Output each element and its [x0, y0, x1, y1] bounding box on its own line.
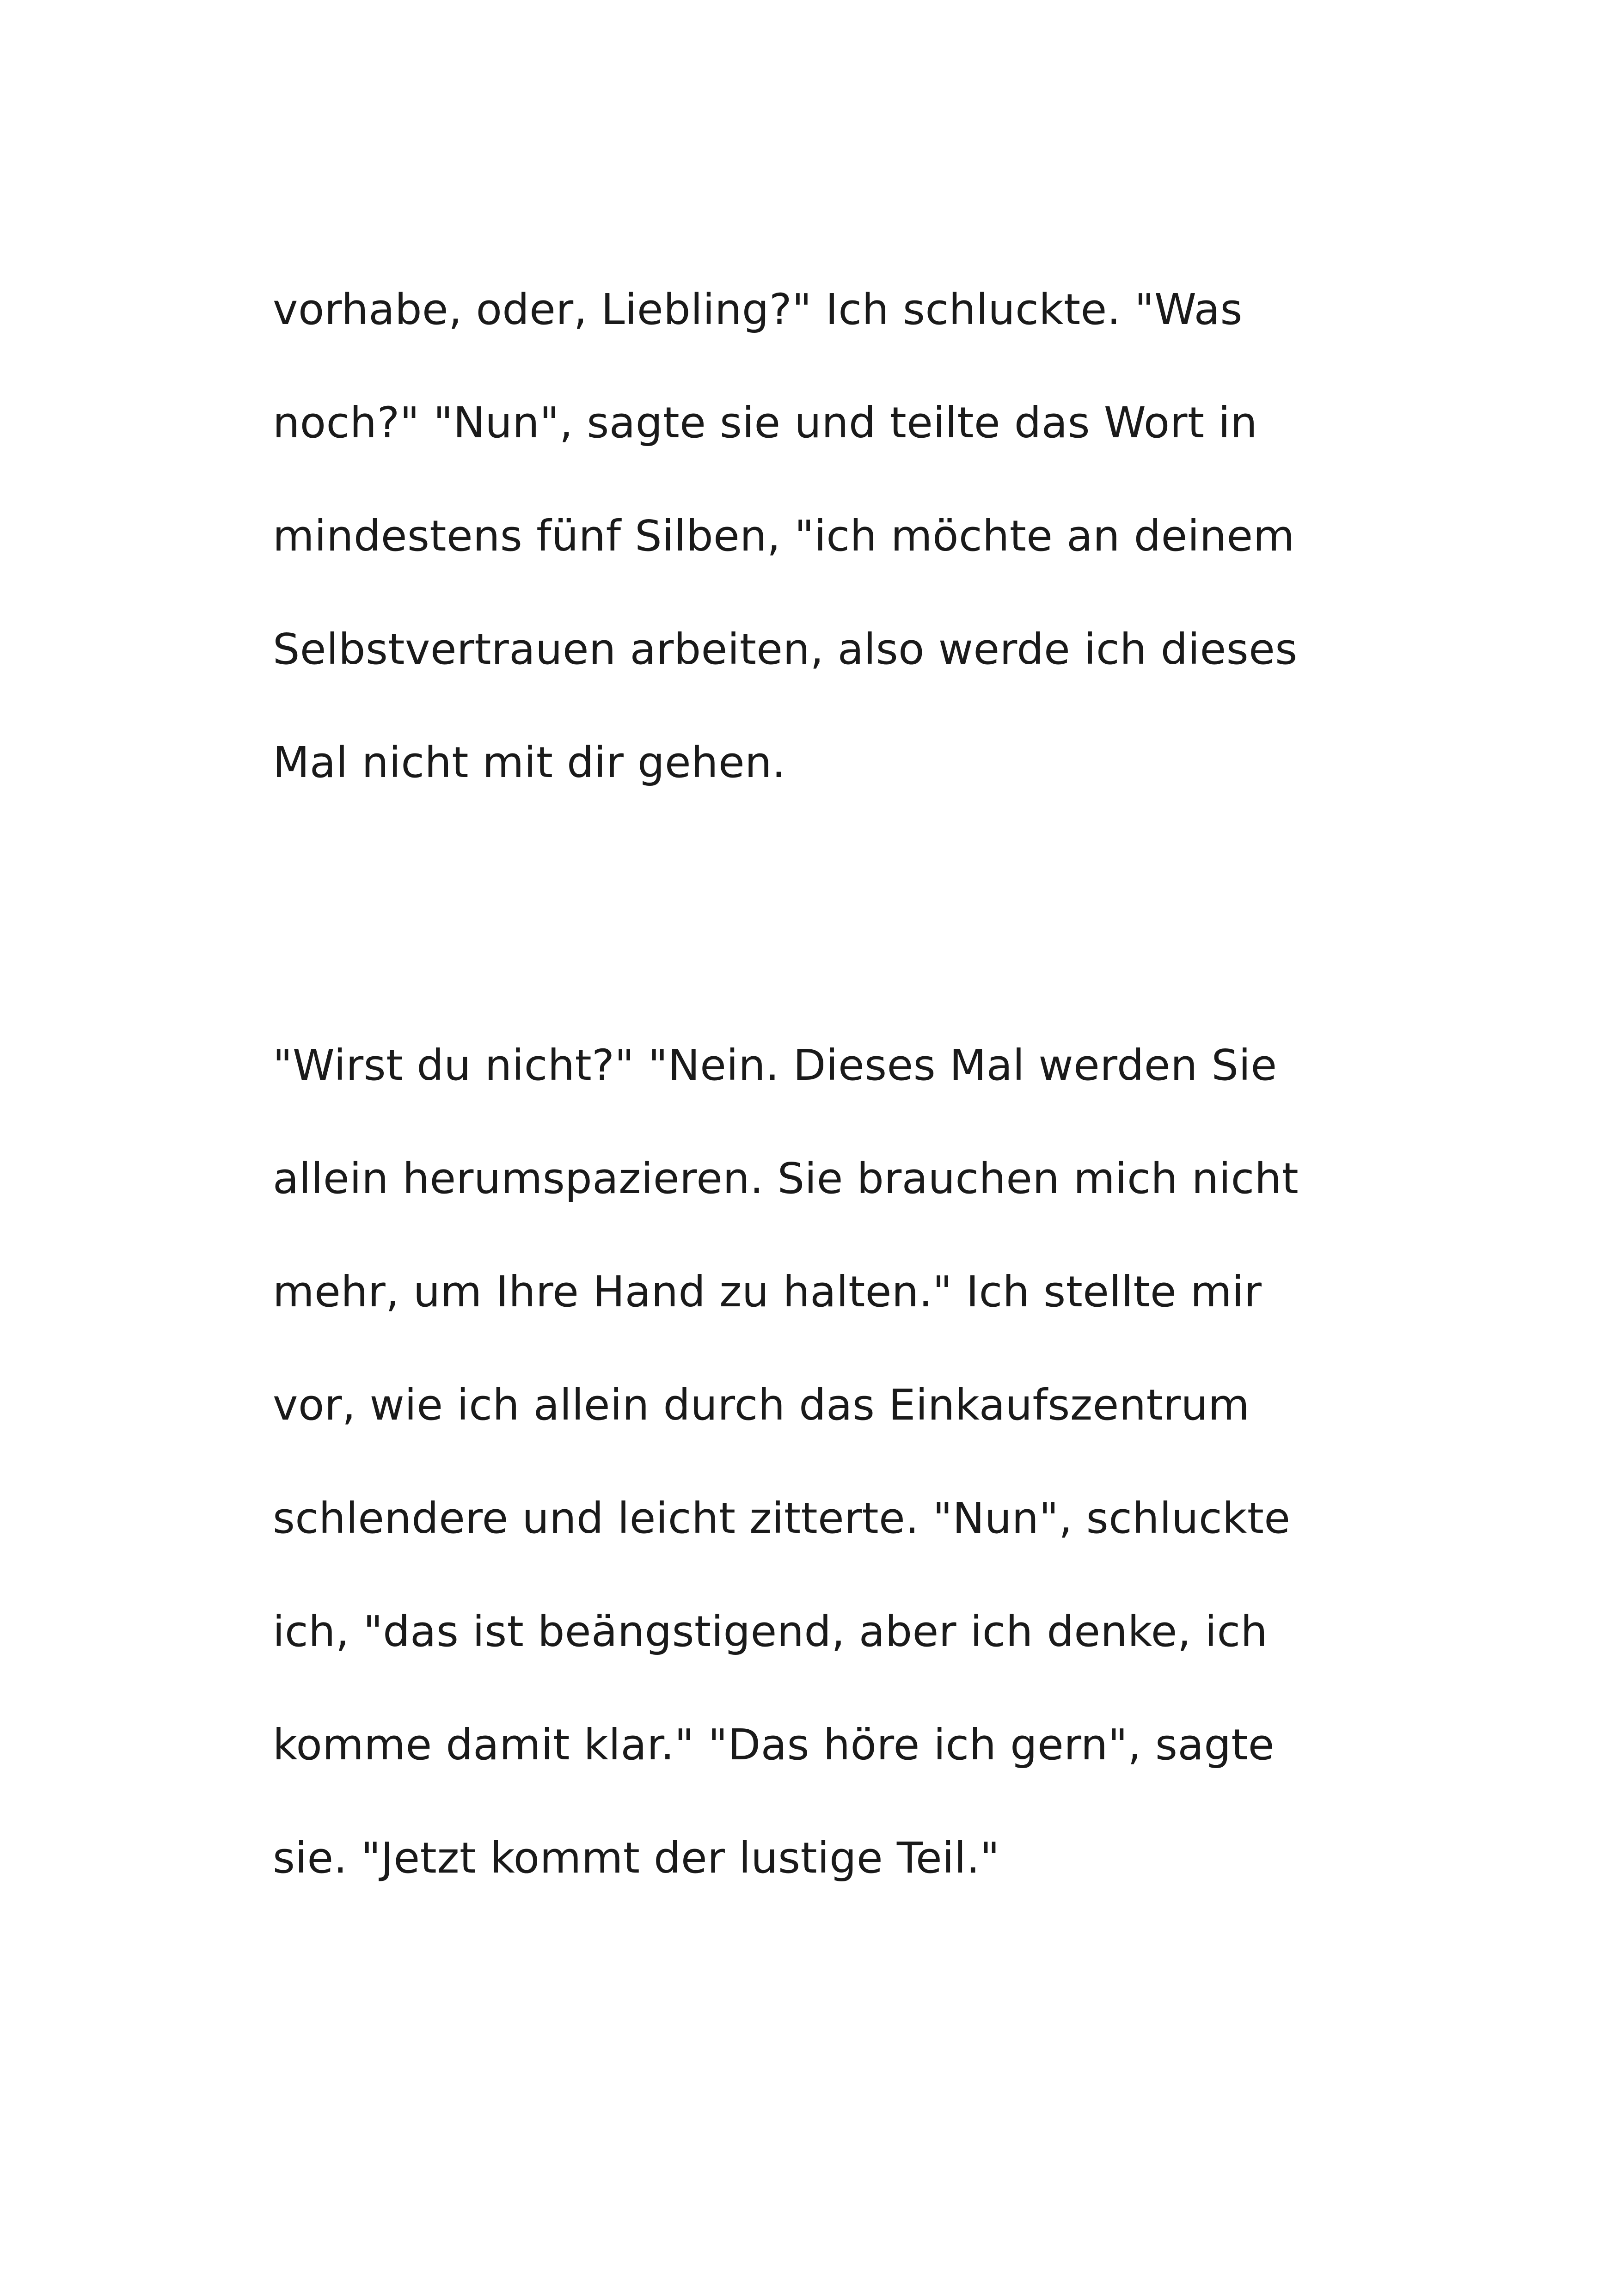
- text-line: mindestens fünf Silben, "ich möchte an deinem: [273, 511, 1295, 561]
- text-line: komme damit klar." "Das höre ich gern", sagte: [273, 1720, 1275, 1769]
- text-line: Mal nicht mit dir gehen.: [273, 738, 786, 787]
- text-line: schlendere und leicht zitterte. "Nun", schluckte: [273, 1494, 1291, 1543]
- text-line: sie. "Jetzt kommt der lustige Teil.": [273, 1833, 1000, 1883]
- text-line: vor, wie ich allein durch das Einkaufszentrum: [273, 1380, 1250, 1430]
- text-line: Selbstvertrauen arbeiten, also werde ich dieses: [273, 625, 1298, 674]
- text-line: "Wirst du nicht?" "Nein. Dieses Mal werden Sie: [273, 1041, 1277, 1090]
- text-line: mehr, um Ihre Hand zu halten." Ich stellte mir: [273, 1267, 1262, 1316]
- text-line: noch?" "Nun", sagte sie und teilte das Wort in: [273, 398, 1258, 447]
- text-line: ich, "das ist beängstigend, aber ich denke, ich: [273, 1607, 1268, 1656]
- text-line: vorhabe, oder, Liebling?" Ich schluckte. "Was: [273, 285, 1243, 334]
- text-line: allein herumspazieren. Sie brauchen mich nicht: [273, 1154, 1299, 1203]
